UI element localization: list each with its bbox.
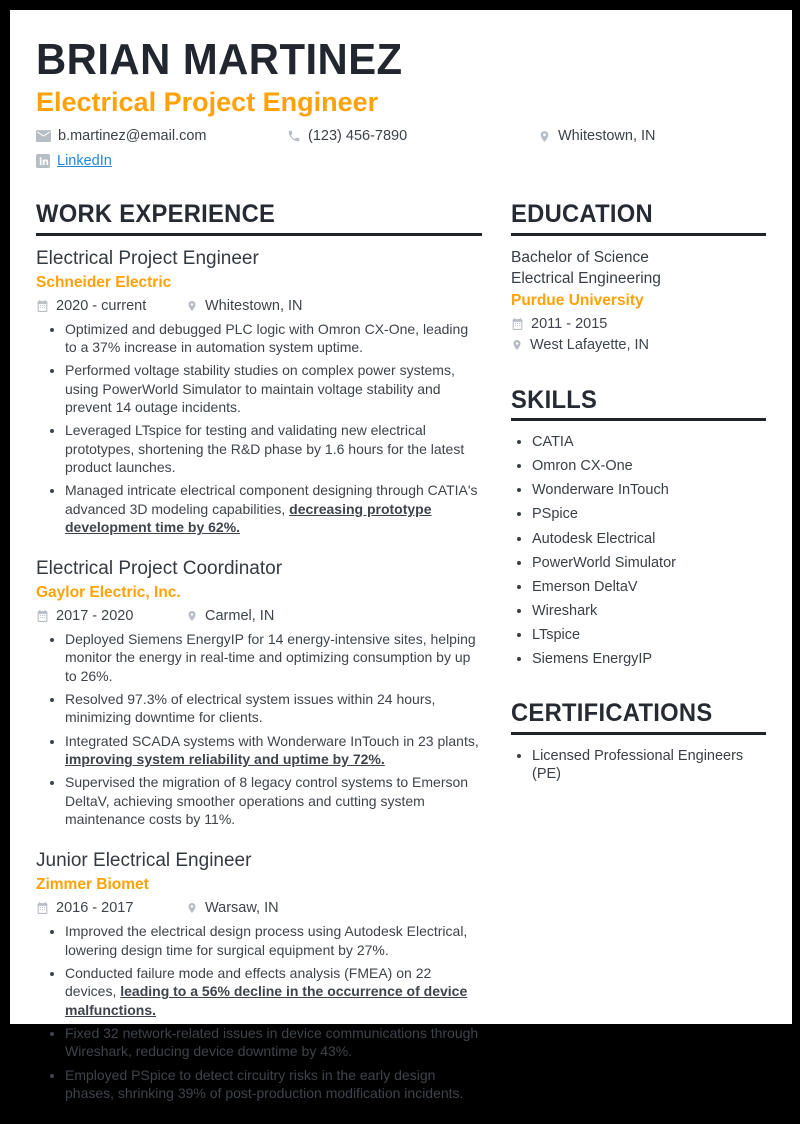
jobs-container	[36, 248, 482, 1102]
skill-item: • CATIA	[532, 433, 766, 451]
job-title: Junior Electrical Engineer	[36, 850, 252, 872]
job-dates-group	[36, 608, 186, 624]
calendar-icon	[36, 901, 49, 915]
skills-section	[511, 387, 766, 669]
job-meta	[36, 900, 482, 916]
calendar-icon	[511, 317, 524, 331]
job-company: Gaylor Electric, Inc.	[36, 584, 181, 602]
phone-icon	[287, 129, 301, 143]
job-dates: 2016 - 2017	[56, 900, 134, 917]
job-location-group	[186, 298, 303, 314]
education-heading: EDUCATION	[511, 201, 766, 236]
certification-item: • Licensed Professional Engineers (PE)	[532, 747, 766, 783]
job-location: Warsaw, IN	[205, 900, 279, 917]
job-dates: 2020 - current	[56, 297, 147, 314]
job-entry	[36, 248, 482, 536]
contact-location	[538, 128, 656, 144]
resume-header	[36, 35, 766, 170]
contact-row-1	[36, 128, 766, 144]
person-name: BRIAN MARTINEZ	[36, 35, 403, 84]
education-location-row	[511, 337, 766, 353]
job-meta	[36, 608, 482, 624]
education-school: Purdue University	[511, 291, 644, 309]
job-bullet: • Leveraged LTspice for testing and validating new electrical prototypes, shortening the R&D phase by 1.6 hours for the latest product launches.	[65, 421, 482, 476]
contact-row-2	[36, 153, 766, 169]
job-location: Whitestown, IN	[205, 297, 303, 314]
location-pin-icon	[186, 299, 198, 313]
job-bullet: • Resolved 97.3% of electrical system issues within 24 hours, minimizing downtime for clients.	[65, 690, 482, 727]
skill-item: • LTspice	[532, 626, 766, 644]
job-entry	[36, 850, 482, 1102]
job-bullets	[36, 320, 482, 537]
location-text: Whitestown, IN	[558, 128, 656, 145]
location-pin-icon	[186, 609, 198, 623]
education-dates: 2011 - 2015	[531, 315, 608, 332]
job-bullet: • Performed voltage stability studies on complex power systems, using PowerWorld Simulator to maintain voltage stability and prevent 14 outage incidents.	[65, 361, 482, 416]
certifications-heading: CERTIFICATIONS	[511, 700, 766, 735]
skill-item: • Autodesk Electrical	[532, 530, 766, 548]
job-bullets	[36, 922, 482, 1102]
skill-item: • PowerWorld Simulator	[532, 554, 766, 572]
email-text: b.martinez@email.com	[58, 128, 207, 145]
phone-text: (123) 456-7890	[308, 128, 408, 145]
contact-email	[36, 128, 287, 144]
calendar-icon	[36, 609, 49, 623]
skill-item: • Wonderware InTouch	[532, 481, 766, 499]
job-entry	[36, 558, 482, 828]
contact-phone	[287, 128, 538, 144]
job-title: Electrical Project Engineer	[36, 247, 259, 269]
job-meta	[36, 298, 482, 314]
job-bullet: • Integrated SCADA systems with Wonderware InTouch in 23 plants, improving system reliability and uptime by 72%.	[65, 732, 482, 769]
education-section	[511, 201, 766, 352]
skill-item: • Omron CX-One	[532, 457, 766, 475]
job-bullet: • Employed PSpice to detect circuitry risks in the early design phases, shrinking 39% of post-production modification incidents.	[65, 1066, 482, 1103]
email-icon	[36, 130, 51, 142]
work-experience-heading: WORK EXPERIENCE	[36, 201, 482, 236]
skill-item: • Emerson DeltaV	[532, 578, 766, 596]
job-bullet: • Deployed Siemens EnergyIP for 14 energy-intensive sites, helping monitor the energy in real-time and optimizing consumption by up to 26%.	[65, 630, 482, 685]
job-location-group	[186, 608, 274, 624]
job-bullet: • Optimized and debugged PLC logic with Omron CX-One, leading to a 37% increase in automation system uptime.	[65, 320, 482, 357]
job-dates-group	[36, 298, 186, 314]
skill-item: • Wireshark	[532, 602, 766, 620]
job-bullet: • Improved the electrical design process using Autodesk Electrical, lowering design time for surgical equipment by 27%.	[65, 922, 482, 959]
skill-item: • Siemens EnergyIP	[532, 650, 766, 668]
skills-heading: SKILLS	[511, 387, 766, 422]
job-location-group	[186, 900, 279, 916]
location-pin-icon	[186, 901, 198, 915]
resume-body	[36, 201, 766, 1124]
job-dates: 2017 - 2020	[56, 608, 134, 625]
education-dates-row	[511, 316, 766, 332]
linkedin-icon	[36, 154, 50, 168]
skill-item: • PSpice	[532, 505, 766, 523]
job-bullet: • Fixed 32 network-related issues in device communications through Wireshark, reducing device downtime by 43%.	[65, 1024, 482, 1061]
certifications-list	[511, 747, 766, 783]
resume-page	[10, 10, 792, 1101]
right-column	[511, 201, 766, 1124]
location-pin-icon	[538, 129, 551, 144]
job-company: Zimmer Biomet	[36, 876, 149, 894]
linkedin-link[interactable]: LinkedIn	[57, 153, 112, 170]
certifications-section	[511, 700, 766, 783]
contact-info	[36, 128, 766, 169]
skills-list	[511, 433, 766, 668]
left-column	[36, 201, 482, 1124]
education-field: Electrical Engineering	[511, 270, 661, 288]
calendar-icon	[36, 299, 49, 313]
location-pin-icon	[511, 338, 523, 352]
job-title: Electrical Project Coordinator	[36, 558, 283, 580]
job-bullet: • Supervised the migration of 8 legacy control systems to Emerson DeltaV, achieving smoother operations and cutting system maintenance costs by 11%.	[65, 773, 482, 828]
job-dates-group	[36, 900, 186, 916]
job-bullet: • Conducted failure mode and effects analysis (FMEA) on 22 devices, leading to a 56% decline in the occurrence of device malfunctions.	[65, 964, 482, 1019]
job-bullets	[36, 630, 482, 828]
job-location: Carmel, IN	[205, 608, 275, 625]
education-location: West Lafayette, IN	[530, 336, 650, 353]
job-company: Schneider Electric	[36, 273, 172, 291]
contact-linkedin	[36, 153, 112, 169]
job-bullet: • Managed intricate electrical component designing through CATIA's advanced 3D modeling capabilities, decreasing prototype development time by 62%.	[65, 481, 482, 536]
education-degree: Bachelor of Science	[511, 248, 649, 266]
person-headline: Electrical Project Engineer	[36, 87, 379, 117]
